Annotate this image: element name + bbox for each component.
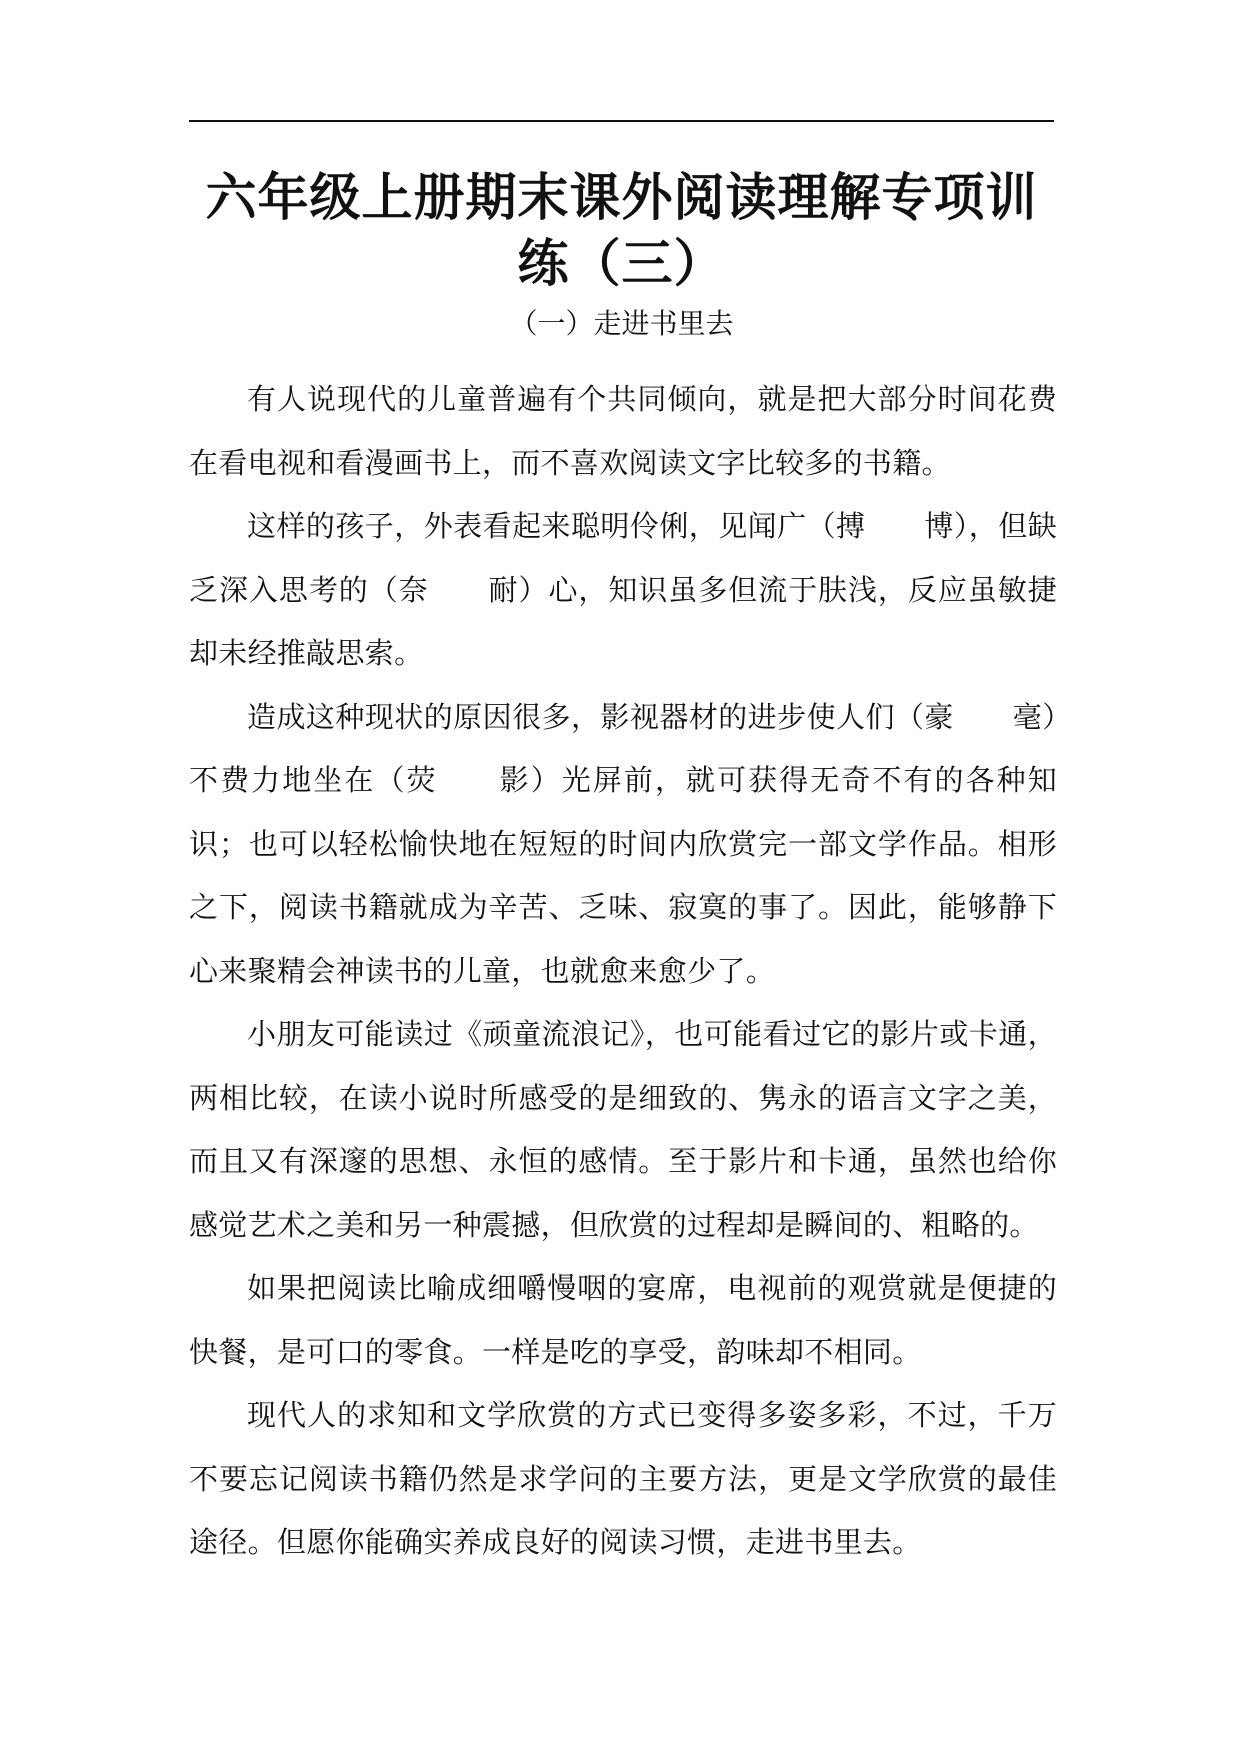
paragraph-5: 如果把阅读比喻成细嚼慢咽的宴席，电视前的观赏就是便捷的快餐，是可口的零食。一样是吃的享受，韵味却不相同。 [189,1271,1057,1369]
paragraph-6: 现代人的求知和文学欣赏的方式已变得多姿多彩，不过，千万不要忘记阅读书籍仍然是求学问的主要方法，更是文学欣赏的最佳途径。但愿你能确实养成良好的阅读习惯，走进书里去。 [189,1398,1057,1559]
document-title [189,168,1054,294]
paragraph-1: 有人说现代的儿童普遍有个共同倾向，就是把大部分时间花费在看电视和看漫画书上，而不喜欢阅读文字比较多的书籍。 [189,382,1057,480]
paragraph-3: 造成这种现状的原因很多，影视器材的进步使人们（豪 毫）不费力地坐在（荧 影）光屏前，就可获得无奇不有的各种知识；也可以轻松愉快地在短短的时间内欣赏完一部文学作品。相形之下，阅读书籍就成为辛苦、乏味、寂寞的事了。因此，能够静下心来聚精会神读书的儿童，也就愈来愈少了。 [189,699,1057,988]
passage [189,368,1057,1575]
title-line-1: 六年级上册期末课外阅读理解专项训 [205,168,1038,228]
section-title: （一）走进书里去 [509,307,734,340]
title-line-2: 练（三） [517,234,726,294]
header-rule [189,120,1054,122]
paragraph-4: 小朋友可能读过《顽童流浪记》，也可能看过它的影片或卡通，两相比较，在读小说时所感受的是细致的、隽永的语言文字之美，而且又有深邃的思想、永恒的感情。至于影片和卡通，虽然也给你感觉艺术之美和另一种震撼，但欣赏的过程却是瞬间的、粗略的。 [189,1017,1057,1242]
paragraph-2: 这样的孩子，外表看起来聪明伶俐，见闻广（搏 博），但缺乏深入思考的（奈 耐）心，知识虽多但流于肤浅，反应虽敏捷却未经推敲思索。 [189,509,1057,670]
